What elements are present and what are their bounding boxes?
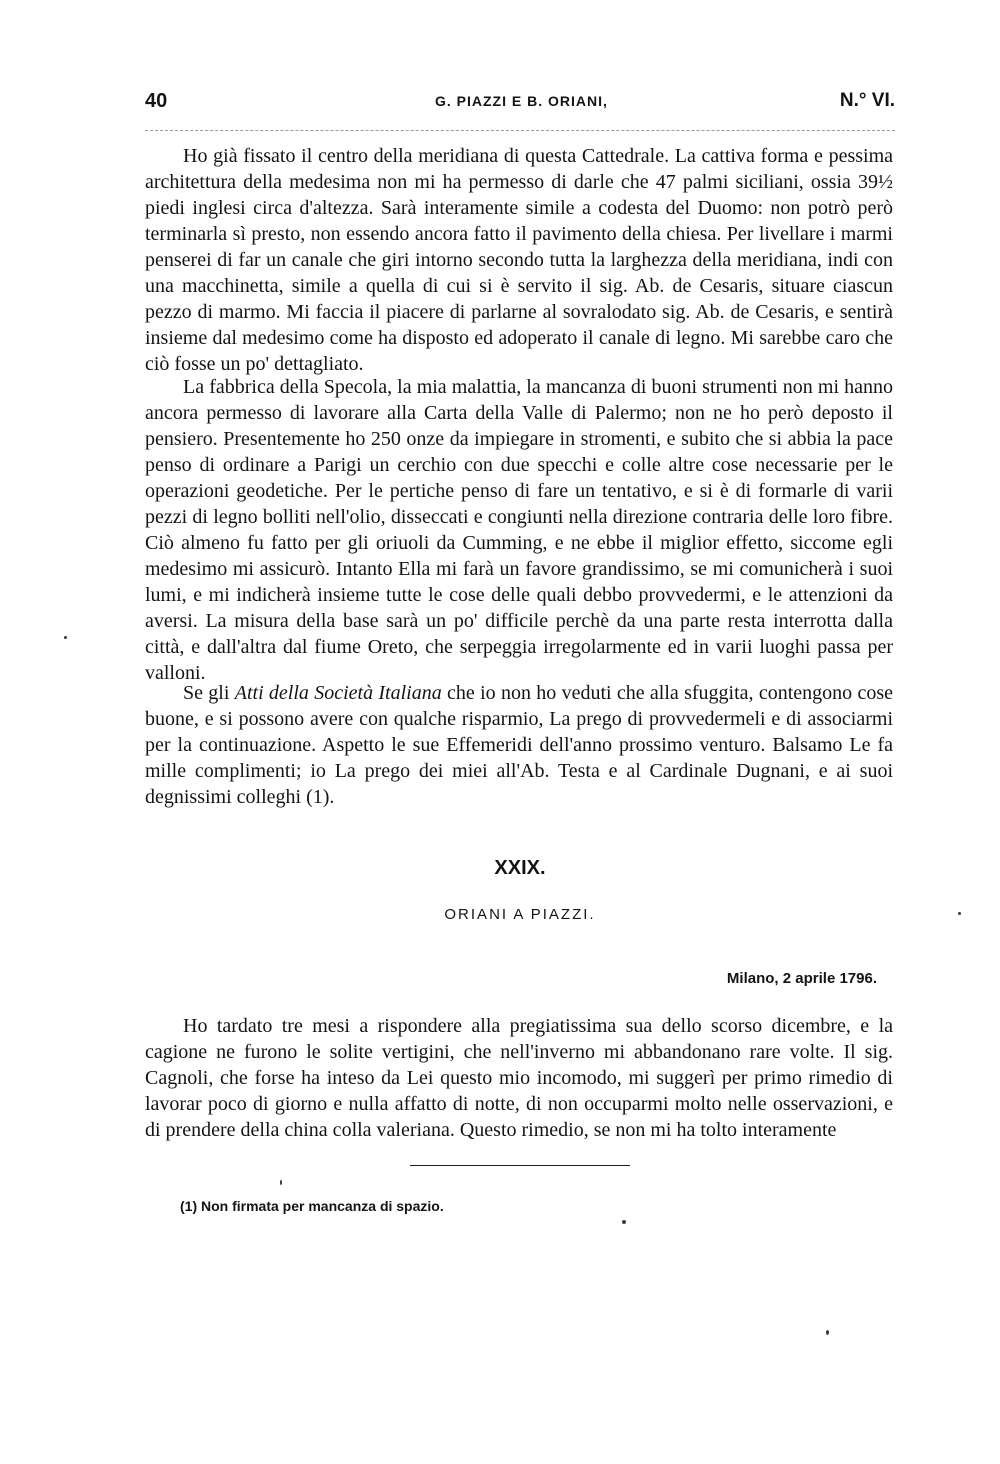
page-number: 40 (145, 90, 168, 112)
paragraph-atti-rest: che io non ho veduti che alla sfuggita, contengono cose buone, e si possono avere con qualche risparmio, La prego di provvedermeli e di associarmi per la continuazione. Aspetto le sue Effemeridi dell'anno prossimo venturo. Balsamo Le fa mille complimenti; io La prego dei miei all'Ab. Testa e al Cardinale Dugnani, e ai suoi degnissimi colleghi (1). (145, 682, 894, 808)
footnote: (1) Non firmata per mancanza di spazio. (180, 1198, 444, 1214)
paragraph-meridiana: Ho già fissato il centro della meridiana di questa Cattedrale. La cattiva forma e pessima architettura della medesima non mi ha permesso di darle che 47 palmi siciliani, ossia 39½ piedi inglesi circa d'altezza. Sarà interamente simile a codesta del Duomo: non potrò però terminarla sì presto, non essendo ancora fatto il pavimento della chiesa. Per livellare i marmi penserei di far un canale che giri intorno secondo tutta la larghezza della meridiana, indi con una macchinetta, simile a quella di cui si è servito il sig. Ab. de Cesaris, situare ciascun pezzo di marmo. Mi faccia il piacere di parlarne al sovralodato sig. Ab. de Cesaris, e sentirà insieme dal medesimo come ha disposto ed adoperato il canale di legno. Mi sarebbe caro che ciò fosse un po' dettagliato. (145, 145, 893, 375)
paragraph-atti-lead: Se gli (183, 682, 235, 704)
scan-speck (622, 1220, 626, 1224)
paragraph-atti (145, 680, 893, 810)
paragraph-letter-opening: Ho tardato tre mesi a rispondere alla pregiatissima sua dello scorso dicembre, e la cagione ne furono le solite vertigini, che nell'inverno mi abbandonano rare volte. Il sig. Cagnoli, che forse ha inteso da Lei questo mio incomodo, mi suggerì per primo rimedio di lavorar poco di giorno e nulla affatto di notte, di non occuparmi molto nelle osservazioni, e di prendere della china colla valeriana. Questo rimedio, se non mi ha tolto interamente (145, 1015, 893, 1141)
scan-speck (280, 1180, 282, 1185)
section-number: N.° VI. (839, 90, 895, 111)
footnote-rule (410, 1165, 630, 1166)
scan-speck (958, 912, 961, 915)
running-header (145, 90, 895, 120)
scan-speck (64, 636, 67, 639)
header-rule (145, 130, 895, 131)
running-head-title: G. PIAZZI E B. ORIANI, (435, 93, 608, 109)
letter-number: XXIX. (494, 857, 546, 879)
paragraph-specola: La fabbrica della Specola, la mia malattia, la mancanza di buoni strumenti non mi hanno ancora permesso di lavorare alla Carta della Valle di Palermo; non ne ho però deposto il pensiero. Presentemente ho 250 onze da impiegare in stromenti, e subito che si abbia la pace penso di ordinare a Parigi un cerchio con due specchi e colle altre cose necessarie per le operazioni geodetiche. Per le pertiche penso di fare un tentativo, e si è di formarle di varii pezzi di legno bolliti nell'olio, disseccati e congiunti nella direzione contraria delle loro fibre. Ciò almeno fu fatto per gli oriuoli da Cumming, e ne ebbe il miglior effetto, siccome egli medesimo mi assicurò. Intanto Ella mi farà un favore grandissimo, se mi comunicherà i suoi lumi, e mi indicherà insieme tutte le cose delle quali debbo provvedermi, e le attenzioni da aversi. La misura della base sarà un po' difficile perchè da una parte resta interrotta dalla città, e dall'altra dal fiume Oreto, che serpeggia irregolarmente ed in varii luoghi passa per valloni. (145, 376, 893, 684)
scan-speck (826, 1330, 829, 1335)
letter-heading: ORIANI A PIAZZI. (444, 906, 596, 923)
journal-title: Atti della Società Italiana (234, 682, 442, 704)
dateline: Milano, 2 aprile 1796. (726, 970, 877, 987)
